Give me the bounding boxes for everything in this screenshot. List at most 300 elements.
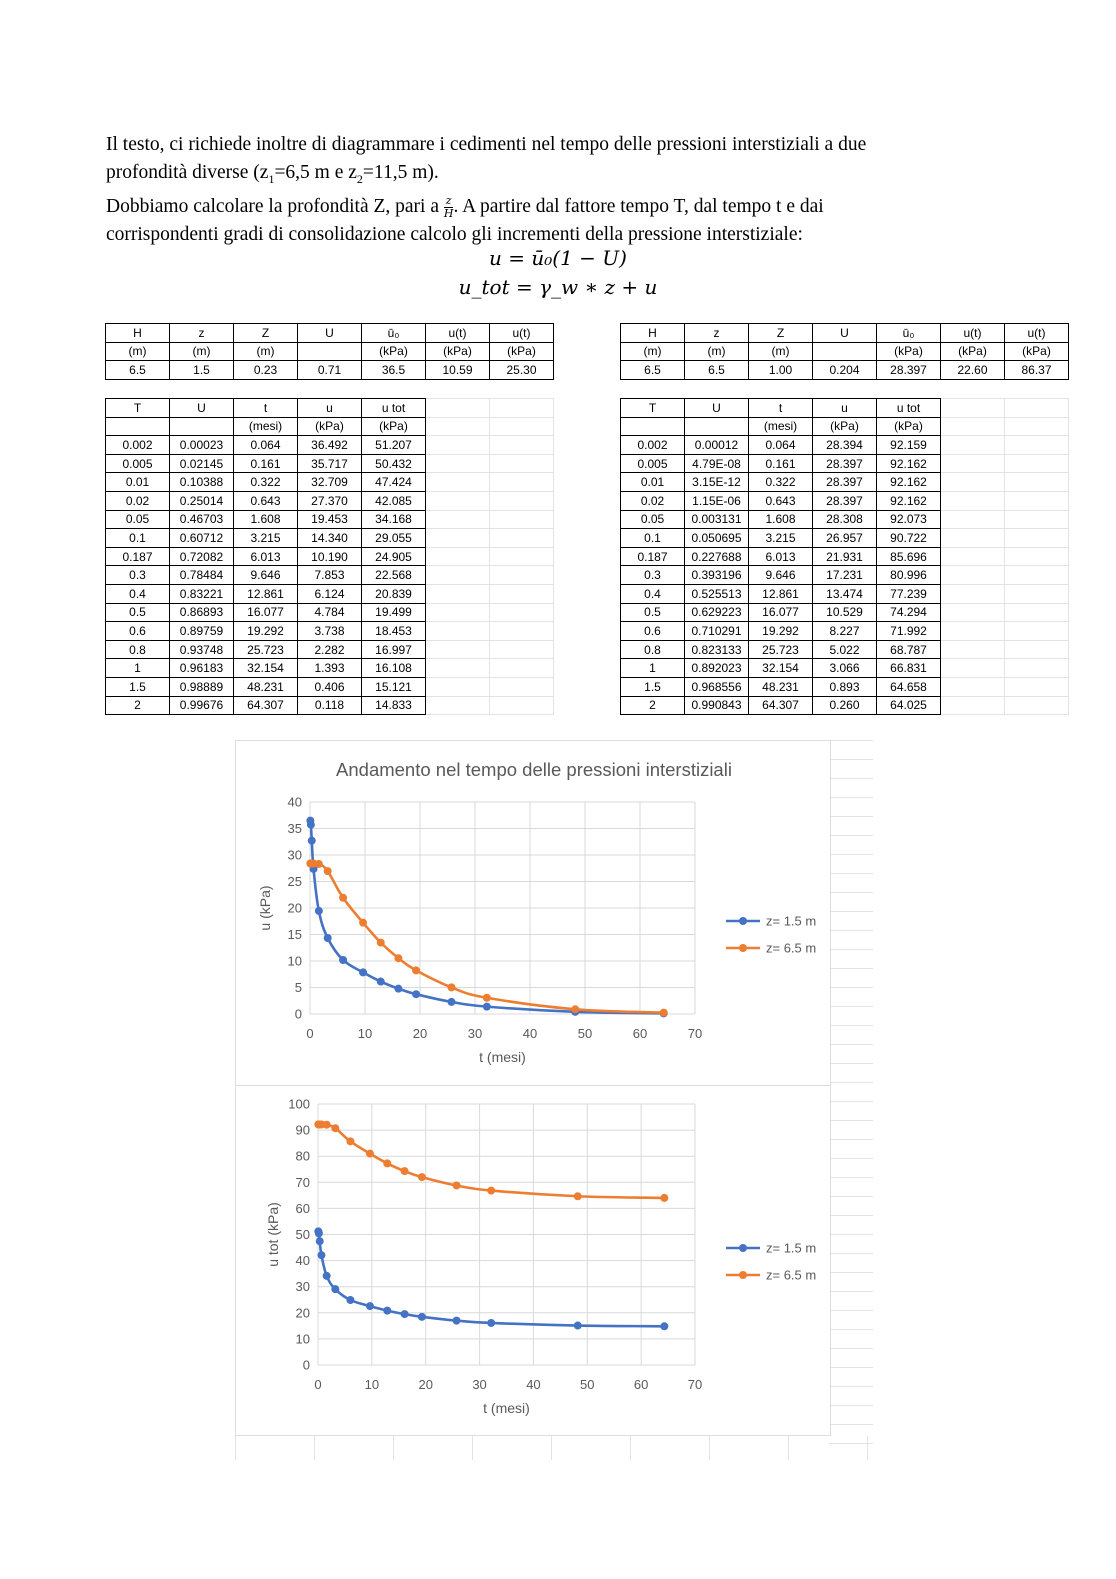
table-row — [621, 510, 1069, 529]
empty-cell — [1005, 659, 1069, 678]
series-line — [318, 1231, 664, 1326]
table-cell: 1.393 — [298, 659, 362, 678]
param-unit-cell: (m) — [170, 342, 234, 361]
table-cell: 0.8 — [621, 640, 685, 659]
y-tick-label: 30 — [287, 847, 302, 863]
table-row — [621, 659, 1069, 678]
table-row — [106, 659, 554, 678]
data-point — [316, 1237, 324, 1245]
empty-cell — [1005, 399, 1069, 418]
legend-marker — [739, 917, 747, 925]
x-tick-label: 20 — [412, 1026, 428, 1041]
table-cell: 0.83221 — [170, 584, 234, 603]
table-cell: 0.710291 — [685, 622, 749, 641]
param-value-cell: 6.5 — [106, 361, 170, 380]
table-row — [621, 529, 1069, 548]
table-cell: 32.154 — [234, 659, 298, 678]
table-cell: 0.4 — [106, 584, 170, 603]
empty-cell — [1005, 566, 1069, 585]
table-cell: 0.72082 — [170, 547, 234, 566]
chart-u — [236, 741, 830, 1086]
empty-cell — [941, 547, 1005, 566]
y-tick-label: 10 — [295, 1331, 310, 1347]
table-cell: 0.3 — [621, 566, 685, 585]
table-cell: 32.154 — [749, 659, 813, 678]
table-cell: 0.25014 — [170, 491, 234, 510]
data-point — [660, 1009, 668, 1017]
table-cell: 4.79E-08 — [685, 454, 749, 473]
series-line — [310, 863, 663, 1012]
param-value-cell: 6.5 — [685, 361, 749, 380]
table-cell: 0.10388 — [170, 473, 234, 492]
data-point — [377, 978, 385, 986]
empty-cell — [941, 696, 1005, 715]
table-row — [106, 566, 554, 585]
data-point — [339, 894, 347, 902]
param-unit-row — [106, 342, 554, 361]
table-cell: 0.003131 — [685, 510, 749, 529]
table-cell — [170, 417, 234, 436]
data-point — [315, 860, 323, 868]
data-point — [487, 1319, 495, 1327]
param-header-cell: Z — [234, 324, 298, 343]
param-unit-cell: (kPa) — [877, 342, 941, 361]
table-cell — [106, 417, 170, 436]
table-row — [106, 473, 554, 492]
table-cell: (kPa) — [298, 417, 362, 436]
empty-cell — [490, 417, 554, 436]
table-cell: 1 — [106, 659, 170, 678]
table-cell: 50.432 — [362, 454, 426, 473]
param-header-cell: H — [106, 324, 170, 343]
table-cell: u tot — [877, 399, 941, 418]
table-cell: 0.6 — [621, 622, 685, 641]
table-cell: 17.231 — [813, 566, 877, 585]
empty-cell — [941, 399, 1005, 418]
empty-cell — [490, 696, 554, 715]
table-cell: 28.394 — [813, 436, 877, 455]
table-cell: 6.124 — [298, 584, 362, 603]
table-cell: 19.292 — [234, 622, 298, 641]
data-point — [483, 994, 491, 1002]
y-tick-label: 50 — [295, 1227, 310, 1242]
empty-cell — [941, 603, 1005, 622]
table-cell: 26.957 — [813, 529, 877, 548]
data-point — [366, 1150, 374, 1158]
table-cell: 35.717 — [298, 454, 362, 473]
table-row — [106, 603, 554, 622]
table-cell: 21.931 — [813, 547, 877, 566]
table-cell: 0.5 — [621, 603, 685, 622]
table-cell: 48.231 — [234, 677, 298, 696]
empty-cell — [426, 417, 490, 436]
param-header-cell: u(t) — [1005, 324, 1069, 343]
empty-cell — [490, 659, 554, 678]
table-cell: 5.022 — [813, 640, 877, 659]
legend-label: z= 1.5 m — [766, 1240, 817, 1256]
empty-cell — [490, 622, 554, 641]
table-cell: 0.629223 — [685, 603, 749, 622]
empty-cell — [1005, 529, 1069, 548]
empty-cell — [490, 473, 554, 492]
table-cell: 0.01 — [621, 473, 685, 492]
table-cell: 25.723 — [234, 640, 298, 659]
legend-marker — [739, 1271, 747, 1279]
param-unit-cell: (kPa) — [1005, 342, 1069, 361]
table-cell: 3.738 — [298, 622, 362, 641]
intro-line-1: Il testo, ci richiede inoltre di diagrammare i cedimenti nel tempo delle pressioni interstiziali a due — [106, 134, 867, 155]
table-cell: 20.839 — [362, 584, 426, 603]
data-point — [307, 821, 315, 829]
table-cell: 0.161 — [234, 454, 298, 473]
y-tick-label: 80 — [295, 1148, 310, 1164]
table-cell: 0.6 — [106, 622, 170, 641]
intro-line-2: profondità diverse ($z_1=6,5$ m e $z_2=11,5$ m). — [106, 162, 439, 186]
table-cell: 0.892023 — [685, 659, 749, 678]
param-header-row — [621, 324, 1069, 343]
table-cell: 0.002 — [621, 436, 685, 455]
table-cell: 0.02145 — [170, 454, 234, 473]
param-unit-cell: (kPa) — [490, 342, 554, 361]
table-cell: 10.529 — [813, 603, 877, 622]
table-cell: 0.002 — [106, 436, 170, 455]
table-cell: 16.997 — [362, 640, 426, 659]
data-point — [574, 1192, 582, 1200]
x-tick-label: 70 — [687, 1377, 703, 1392]
x-tick-label: 10 — [364, 1377, 380, 1392]
table-cell: 1.15E-06 — [685, 491, 749, 510]
data-point — [483, 1003, 491, 1011]
empty-cell — [1005, 622, 1069, 641]
table-cell: 0.02 — [106, 491, 170, 510]
table-cell: 0.893 — [813, 677, 877, 696]
empty-cell — [426, 659, 490, 678]
table-cell: u — [298, 399, 362, 418]
table-cell: 92.162 — [877, 491, 941, 510]
param-value-row — [621, 361, 1069, 380]
data-point — [339, 956, 347, 964]
table-cell: 0.187 — [621, 547, 685, 566]
table-cell: 1.608 — [749, 510, 813, 529]
empty-cell — [1005, 436, 1069, 455]
table-cell: 19.499 — [362, 603, 426, 622]
table-cell: 0.643 — [234, 491, 298, 510]
y-tick-label: 90 — [295, 1122, 310, 1138]
data-point — [317, 1251, 325, 1259]
table-cell: 0.643 — [749, 491, 813, 510]
table-cell: 0.227688 — [685, 547, 749, 566]
table-header-row — [621, 417, 1069, 436]
table-cell: 9.646 — [234, 566, 298, 585]
table-cell: 16.077 — [234, 603, 298, 622]
y-tick-label: 20 — [295, 1305, 310, 1321]
data-point — [418, 1313, 426, 1321]
legend-label: z= 1.5 m — [766, 913, 817, 929]
intro-line-4: corrispondenti gradi di consolidazione calcolo gli incrementi della pressione interstiziale: — [106, 223, 803, 245]
table-cell: 0.187 — [106, 547, 170, 566]
table-cell: 3.15E-12 — [685, 473, 749, 492]
table-cell: 0.86893 — [170, 603, 234, 622]
data-point — [324, 934, 332, 942]
param-value-cell: 0.71 — [298, 361, 362, 380]
param-header-cell: z — [170, 324, 234, 343]
table-cell: 0.990843 — [685, 696, 749, 715]
table-row — [106, 510, 554, 529]
table-cell: 0.00012 — [685, 436, 749, 455]
data-point — [453, 1181, 461, 1189]
param-header-cell: H — [621, 324, 685, 343]
x-tick-label: 0 — [306, 1026, 314, 1041]
table-row — [621, 566, 1069, 585]
table-cell: 16.077 — [749, 603, 813, 622]
x-tick-label: 50 — [580, 1377, 595, 1392]
intro-line-3: Dobbiamo calcolare la profondità Z, pari a $\frac{z}{H}$ . A partire dal fattore tempo T, dal tempo t e dai — [106, 193, 824, 220]
data-point — [315, 1229, 323, 1237]
data-point — [359, 968, 367, 976]
empty-cell — [1005, 510, 1069, 529]
param-value-cell: 0.23 — [234, 361, 298, 380]
table-cell: 0.823133 — [685, 640, 749, 659]
x-axis-title: t (mesi) — [483, 1400, 530, 1416]
y-tick-label: 70 — [295, 1174, 310, 1190]
table-cell: T — [621, 399, 685, 418]
table-cell: U — [170, 399, 234, 418]
param-value-cell: 28.397 — [877, 361, 941, 380]
left-parameter-table — [105, 323, 554, 380]
empty-cell — [426, 640, 490, 659]
empty-cell — [1005, 584, 1069, 603]
table-cell: 1.608 — [234, 510, 298, 529]
table-cell: 0.525513 — [685, 584, 749, 603]
table-cell: 28.397 — [813, 473, 877, 492]
series-line — [310, 821, 663, 1014]
table-cell: 0.01 — [106, 473, 170, 492]
empty-cell — [1005, 417, 1069, 436]
param-value-row — [106, 361, 554, 380]
empty-cell — [426, 399, 490, 418]
empty-cell — [1005, 603, 1069, 622]
param-unit-row — [621, 342, 1069, 361]
table-cell: 92.162 — [877, 454, 941, 473]
y-tick-label: 60 — [295, 1200, 310, 1216]
table-cell: 32.709 — [298, 473, 362, 492]
table-cell: 0.1 — [621, 529, 685, 548]
x-tick-label: 30 — [472, 1377, 487, 1392]
data-point — [324, 867, 332, 875]
empty-cell — [490, 510, 554, 529]
empty-cell — [490, 640, 554, 659]
table-cell: 0.99676 — [170, 696, 234, 715]
table-row — [106, 696, 554, 715]
equation-utot: u_tot = γ_w ∗ z + u — [458, 275, 658, 299]
param-unit-cell: (m) — [621, 342, 685, 361]
table-cell: 74.294 — [877, 603, 941, 622]
table-cell: 0.118 — [298, 696, 362, 715]
table-row — [621, 696, 1069, 715]
table-row — [621, 640, 1069, 659]
data-point — [418, 1173, 426, 1181]
empty-cell — [426, 603, 490, 622]
table-cell: 1.5 — [621, 677, 685, 696]
param-header-cell: Z — [749, 324, 813, 343]
param-value-cell: 10.59 — [426, 361, 490, 380]
empty-cell — [1005, 677, 1069, 696]
table-cell: t — [749, 399, 813, 418]
data-point — [359, 919, 367, 927]
table-cell: 14.340 — [298, 529, 362, 548]
table-cell: 1.5 — [106, 677, 170, 696]
param-value-cell: 1.00 — [749, 361, 813, 380]
data-point — [346, 1296, 354, 1304]
y-tick-label: 20 — [287, 900, 302, 916]
data-point — [394, 985, 402, 993]
empty-cell — [941, 436, 1005, 455]
y-tick-label: 15 — [287, 927, 302, 942]
param-value-cell: 86.37 — [1005, 361, 1069, 380]
charts-container — [235, 740, 831, 1436]
table-cell: T — [106, 399, 170, 418]
table-cell: 0.00023 — [170, 436, 234, 455]
data-point — [447, 983, 455, 991]
table-cell: 0.005 — [621, 454, 685, 473]
equation-u: u = ū₀(1 − U) — [489, 246, 627, 270]
table-cell: 3.215 — [234, 529, 298, 548]
fraction-numerator: z — [445, 193, 452, 207]
table-cell: 28.308 — [813, 510, 877, 529]
table-cell: 24.905 — [362, 547, 426, 566]
table-cell: 77.239 — [877, 584, 941, 603]
spreadsheet-gridlines — [829, 740, 873, 1460]
table-cell: 0.05 — [106, 510, 170, 529]
param-unit-cell: (kPa) — [362, 342, 426, 361]
intro-paragraph — [106, 131, 1006, 249]
x-tick-label: 0 — [314, 1377, 322, 1392]
table-cell: 0.322 — [749, 473, 813, 492]
table-cell: 14.833 — [362, 696, 426, 715]
data-point — [487, 1187, 495, 1195]
empty-cell — [426, 584, 490, 603]
table-cell: 0.02 — [621, 491, 685, 510]
empty-cell — [426, 529, 490, 548]
param-value-cell: 6.5 — [621, 361, 685, 380]
table-cell: 2.282 — [298, 640, 362, 659]
param-header-cell: U — [298, 324, 362, 343]
table-cell: 12.861 — [234, 584, 298, 603]
table-header-row — [106, 417, 554, 436]
x-tick-label: 60 — [633, 1377, 649, 1392]
table-cell: (mesi) — [749, 417, 813, 436]
empty-cell — [941, 659, 1005, 678]
table-cell: 0.050695 — [685, 529, 749, 548]
table-cell: u — [813, 399, 877, 418]
table-cell: 0.005 — [106, 454, 170, 473]
table-cell: 0.1 — [106, 529, 170, 548]
table-header-row — [106, 399, 554, 418]
table-row — [621, 547, 1069, 566]
table-cell: 51.207 — [362, 436, 426, 455]
table-cell: 64.307 — [234, 696, 298, 715]
table-cell: 34.168 — [362, 510, 426, 529]
chart-utot — [236, 1085, 830, 1435]
table-cell: 36.492 — [298, 436, 362, 455]
empty-cell — [490, 547, 554, 566]
table-row — [621, 491, 1069, 510]
table-cell: 0.064 — [749, 436, 813, 455]
table-cell: 64.307 — [749, 696, 813, 715]
data-point — [383, 1159, 391, 1167]
table-row — [106, 677, 554, 696]
y-tick-label: 0 — [294, 1006, 302, 1022]
empty-cell — [490, 454, 554, 473]
empty-cell — [426, 622, 490, 641]
right-data-table — [620, 398, 1069, 715]
table-cell: 13.474 — [813, 584, 877, 603]
empty-cell — [490, 603, 554, 622]
table-cell: 15.121 — [362, 677, 426, 696]
empty-cell — [1005, 640, 1069, 659]
table-cell: 0.5 — [106, 603, 170, 622]
data-point — [660, 1194, 668, 1202]
table-cell: 0.93748 — [170, 640, 234, 659]
param-unit-cell: (m) — [685, 342, 749, 361]
param-unit-cell: (m) — [234, 342, 298, 361]
table-row — [106, 584, 554, 603]
empty-cell — [941, 510, 1005, 529]
empty-cell — [941, 677, 1005, 696]
empty-cell — [426, 566, 490, 585]
table-row — [106, 454, 554, 473]
data-point — [571, 1005, 579, 1013]
data-point — [323, 1272, 331, 1280]
table-cell: 0.161 — [749, 454, 813, 473]
empty-cell — [941, 454, 1005, 473]
param-value-cell: 25.30 — [490, 361, 554, 380]
empty-cell — [490, 566, 554, 585]
param-header-row — [106, 324, 554, 343]
table-cell: (kPa) — [362, 417, 426, 436]
legend-marker — [739, 944, 747, 952]
param-unit-cell: (kPa) — [941, 342, 1005, 361]
table-cell: 0.46703 — [170, 510, 234, 529]
param-value-cell: 1.5 — [170, 361, 234, 380]
legend-label: z= 6.5 m — [766, 940, 817, 956]
table-cell: 0.322 — [234, 473, 298, 492]
left-data-table — [105, 398, 554, 715]
x-tick-label: 10 — [357, 1026, 373, 1041]
x-tick-label: 40 — [526, 1377, 541, 1392]
x-axis-title: t (mesi) — [479, 1049, 526, 1065]
empty-cell — [941, 417, 1005, 436]
empty-cell — [1005, 473, 1069, 492]
empty-cell — [941, 622, 1005, 641]
table-cell: 25.723 — [749, 640, 813, 659]
table-cell: 0.393196 — [685, 566, 749, 585]
param-value-cell: 36.5 — [362, 361, 426, 380]
table-cell — [685, 417, 749, 436]
table-cell: 0.968556 — [685, 677, 749, 696]
data-point — [308, 837, 316, 845]
table-header-row — [621, 399, 1069, 418]
table-cell: 8.227 — [813, 622, 877, 641]
x-tick-label: 30 — [467, 1026, 483, 1041]
data-point — [660, 1322, 668, 1330]
param-header-cell: U — [813, 324, 877, 343]
data-point — [447, 998, 455, 1006]
table-cell: 1 — [621, 659, 685, 678]
data-point — [323, 1121, 331, 1129]
table-cell: 29.055 — [362, 529, 426, 548]
x-tick-label: 50 — [577, 1026, 593, 1041]
